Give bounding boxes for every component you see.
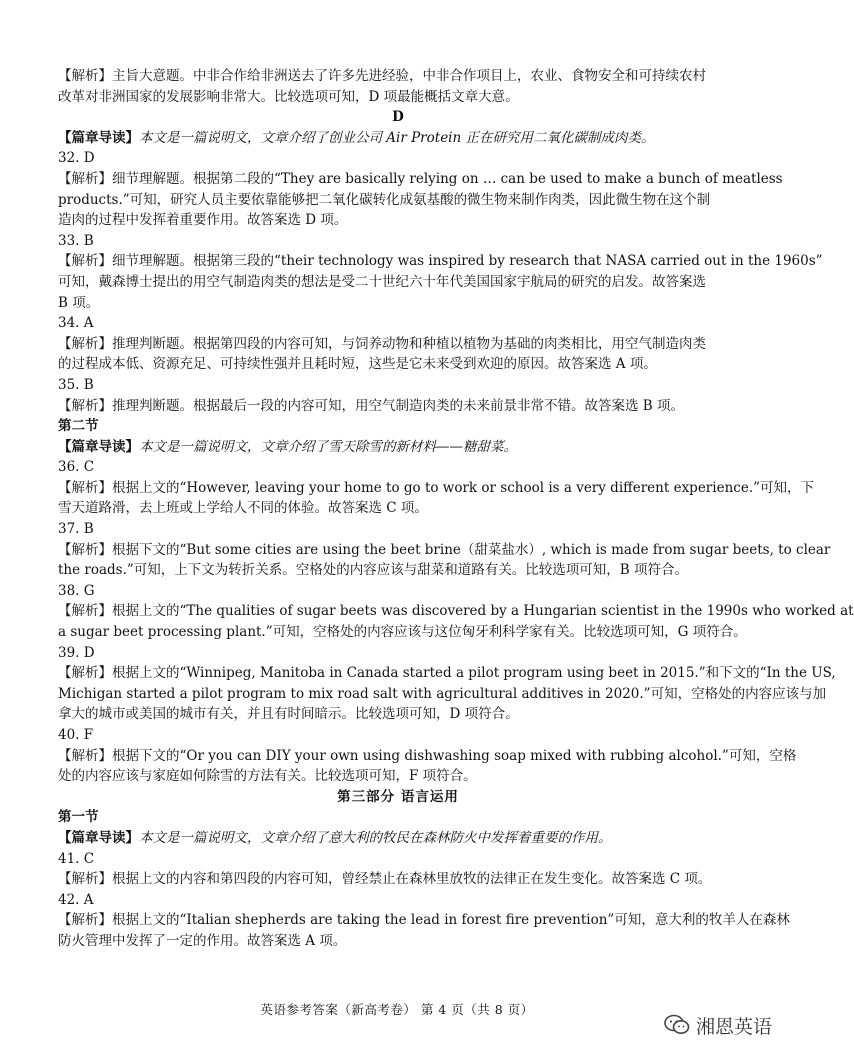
analysis-line: 的过程成本低、资源充足、可持续性强并且耗时短，这些是它未来受到欢迎的原因。故答案选 A 项。 [58,356,657,373]
answer-page [58,66,854,952]
answer-number-42: 42. A [58,891,94,908]
analysis-line: 可知，戴森博士提出的用空气制造肉类的想法是受二十世纪六十年代美国国家宇航局的研究的启发。故答案选 [58,273,706,290]
analysis-line: 拿大的城市或美国的城市有关，并且有时间暗示。比较选项可知，D 项符合。 [58,706,519,723]
analysis-line: a sugar beet processing plant.”可知，空格处的内容应该与这位匈牙利科学家有关。比较选项可知，G 项符合。 [58,624,747,641]
guide-label: 【篇章导读】 [58,129,139,146]
analysis-line: 【解析】推理判断题。根据第四段的内容可知，与饲养动物和种植以植物为基础的肉类相比，用空气制造肉类 [58,335,706,352]
passage-d-guide [58,128,738,149]
brand-name: 湘恩英语 [695,1015,772,1038]
guide-label: 【篇章导读】 [58,438,139,455]
answer-number-39: 39. D [58,644,95,661]
section-2-title: 第二节 [58,418,99,435]
guide-text: 本文是一篇说明文，文章介绍了意大利的牧民在森林防火中发挥着重要的作用。 [139,829,612,846]
brand-watermark [664,1012,772,1038]
part-3-title: 第三部分 语言运用 [337,788,459,805]
analysis-line: B 项。 [58,294,100,311]
guide-text: 本文是一篇说明文，文章介绍了创业公司 Air Protein 正在研究用二氧化碳制成肉类。 [139,129,655,146]
section-2-guide [58,437,738,458]
answer-number-36: 36. C [58,459,95,476]
guide-text: 本文是一篇说明文，文章介绍了雪天除雪的新材料——糖甜菜。 [139,438,517,455]
analysis-line: 【解析】细节理解题。根据第三段的“their technology was inspired by research that NASA carried out in the 1960s” [58,253,823,270]
analysis-line: 造肉的过程中发挥着重要作用。故答案选 D 项。 [58,212,348,229]
section-1-title: 第一节 [58,809,99,826]
analysis-line: 【解析】根据上文的“The qualities of sugar beets was discovered by a Hungarian scientist in the 1990s who worked at [58,603,854,620]
analysis-line: 【解析】根据上文的内容和第四段的内容可知，曾经禁止在森林里放牧的法律正在发生变化。故答案选 C 项。 [58,871,712,888]
answer-number-37: 37. B [58,521,94,538]
analysis-line: 【解析】根据下文的“Or you can DIY your own using dishwashing soap mixed with rubbing alcohol.”可知，空格 [58,747,797,764]
analysis-line: 【解析】细节理解题。根据第二段的“They are basically relying on … can be used to make a bunch of meatless [58,170,783,187]
section-1-guide [58,828,738,849]
page-footer: 英语参考答案（新高考卷） 第 4 页（共 8 页） [260,1002,534,1017]
intro-analysis-line: 改革对非洲国家的发展影响非常大。比较选项可知，D 项最能概括文章大意。 [58,88,519,105]
analysis-line: the roads.”可知，上下文为转折关系。空格处的内容应该与甜菜和道路有关。比较选项可知，B 项符合。 [58,562,689,579]
guide-label: 【篇章导读】 [58,829,139,846]
answer-number-35: 35. B [58,376,94,393]
answer-number-41: 41. C [58,850,95,867]
answer-number-32: 32. D [58,150,95,167]
analysis-line: 防火管理中发挥了一定的作用。故答案选 A 项。 [58,932,347,949]
analysis-line: 【解析】根据上文的“However, leaving your home to go to work or school is a very different experience.”可知，下 [58,479,815,496]
analysis-line: 【解析】根据上文的“Italian shepherds are taking the lead in forest fire prevention”可知，意大利的牧羊人在森林 [58,912,790,929]
intro-analysis-line: 【解析】主旨大意题。中非合作给非洲送去了许多先进经验，中非合作项目上，农业、食物安全和可持续农村 [58,68,706,84]
analysis-line: 处的内容应该与家庭如何除雪的方法有关。比较选项可知，F 项符合。 [58,768,477,785]
section-d-title: D [392,109,404,126]
answer-number-34: 34. A [58,315,94,332]
analysis-line: Michigan started a pilot program to mix road salt with agricultural additives in 2020.”可知，空格处的内容应该与加 [58,685,827,702]
answer-number-38: 38. G [58,582,95,599]
answer-number-33: 33. B [58,232,94,249]
wechat-icon [664,1014,690,1036]
analysis-line: products.”可知，研究人员主要依靠能够把二氧化碳转化成氨基酸的微生物来制作肉类，因此微生物在这个制 [58,191,711,208]
analysis-line: 【解析】根据下文的“But some cities are using the beet brine（甜菜盐水）, which is made from sugar beets, to clear [58,541,831,558]
analysis-line: 【解析】推理判断题。根据最后一段的内容可知，用空气制造肉类的未来前景非常不错。故答案选 B 项。 [58,397,685,414]
answer-number-40: 40. F [58,727,94,743]
analysis-line: 【解析】根据上文的“Winnipeg, Manitoba in Canada started a pilot program using beet in 2015.”和下文的“In the US, [58,665,836,682]
analysis-line: 雪天道路滑，去上班或上学给人不同的体验。故答案选 C 项。 [58,500,428,517]
